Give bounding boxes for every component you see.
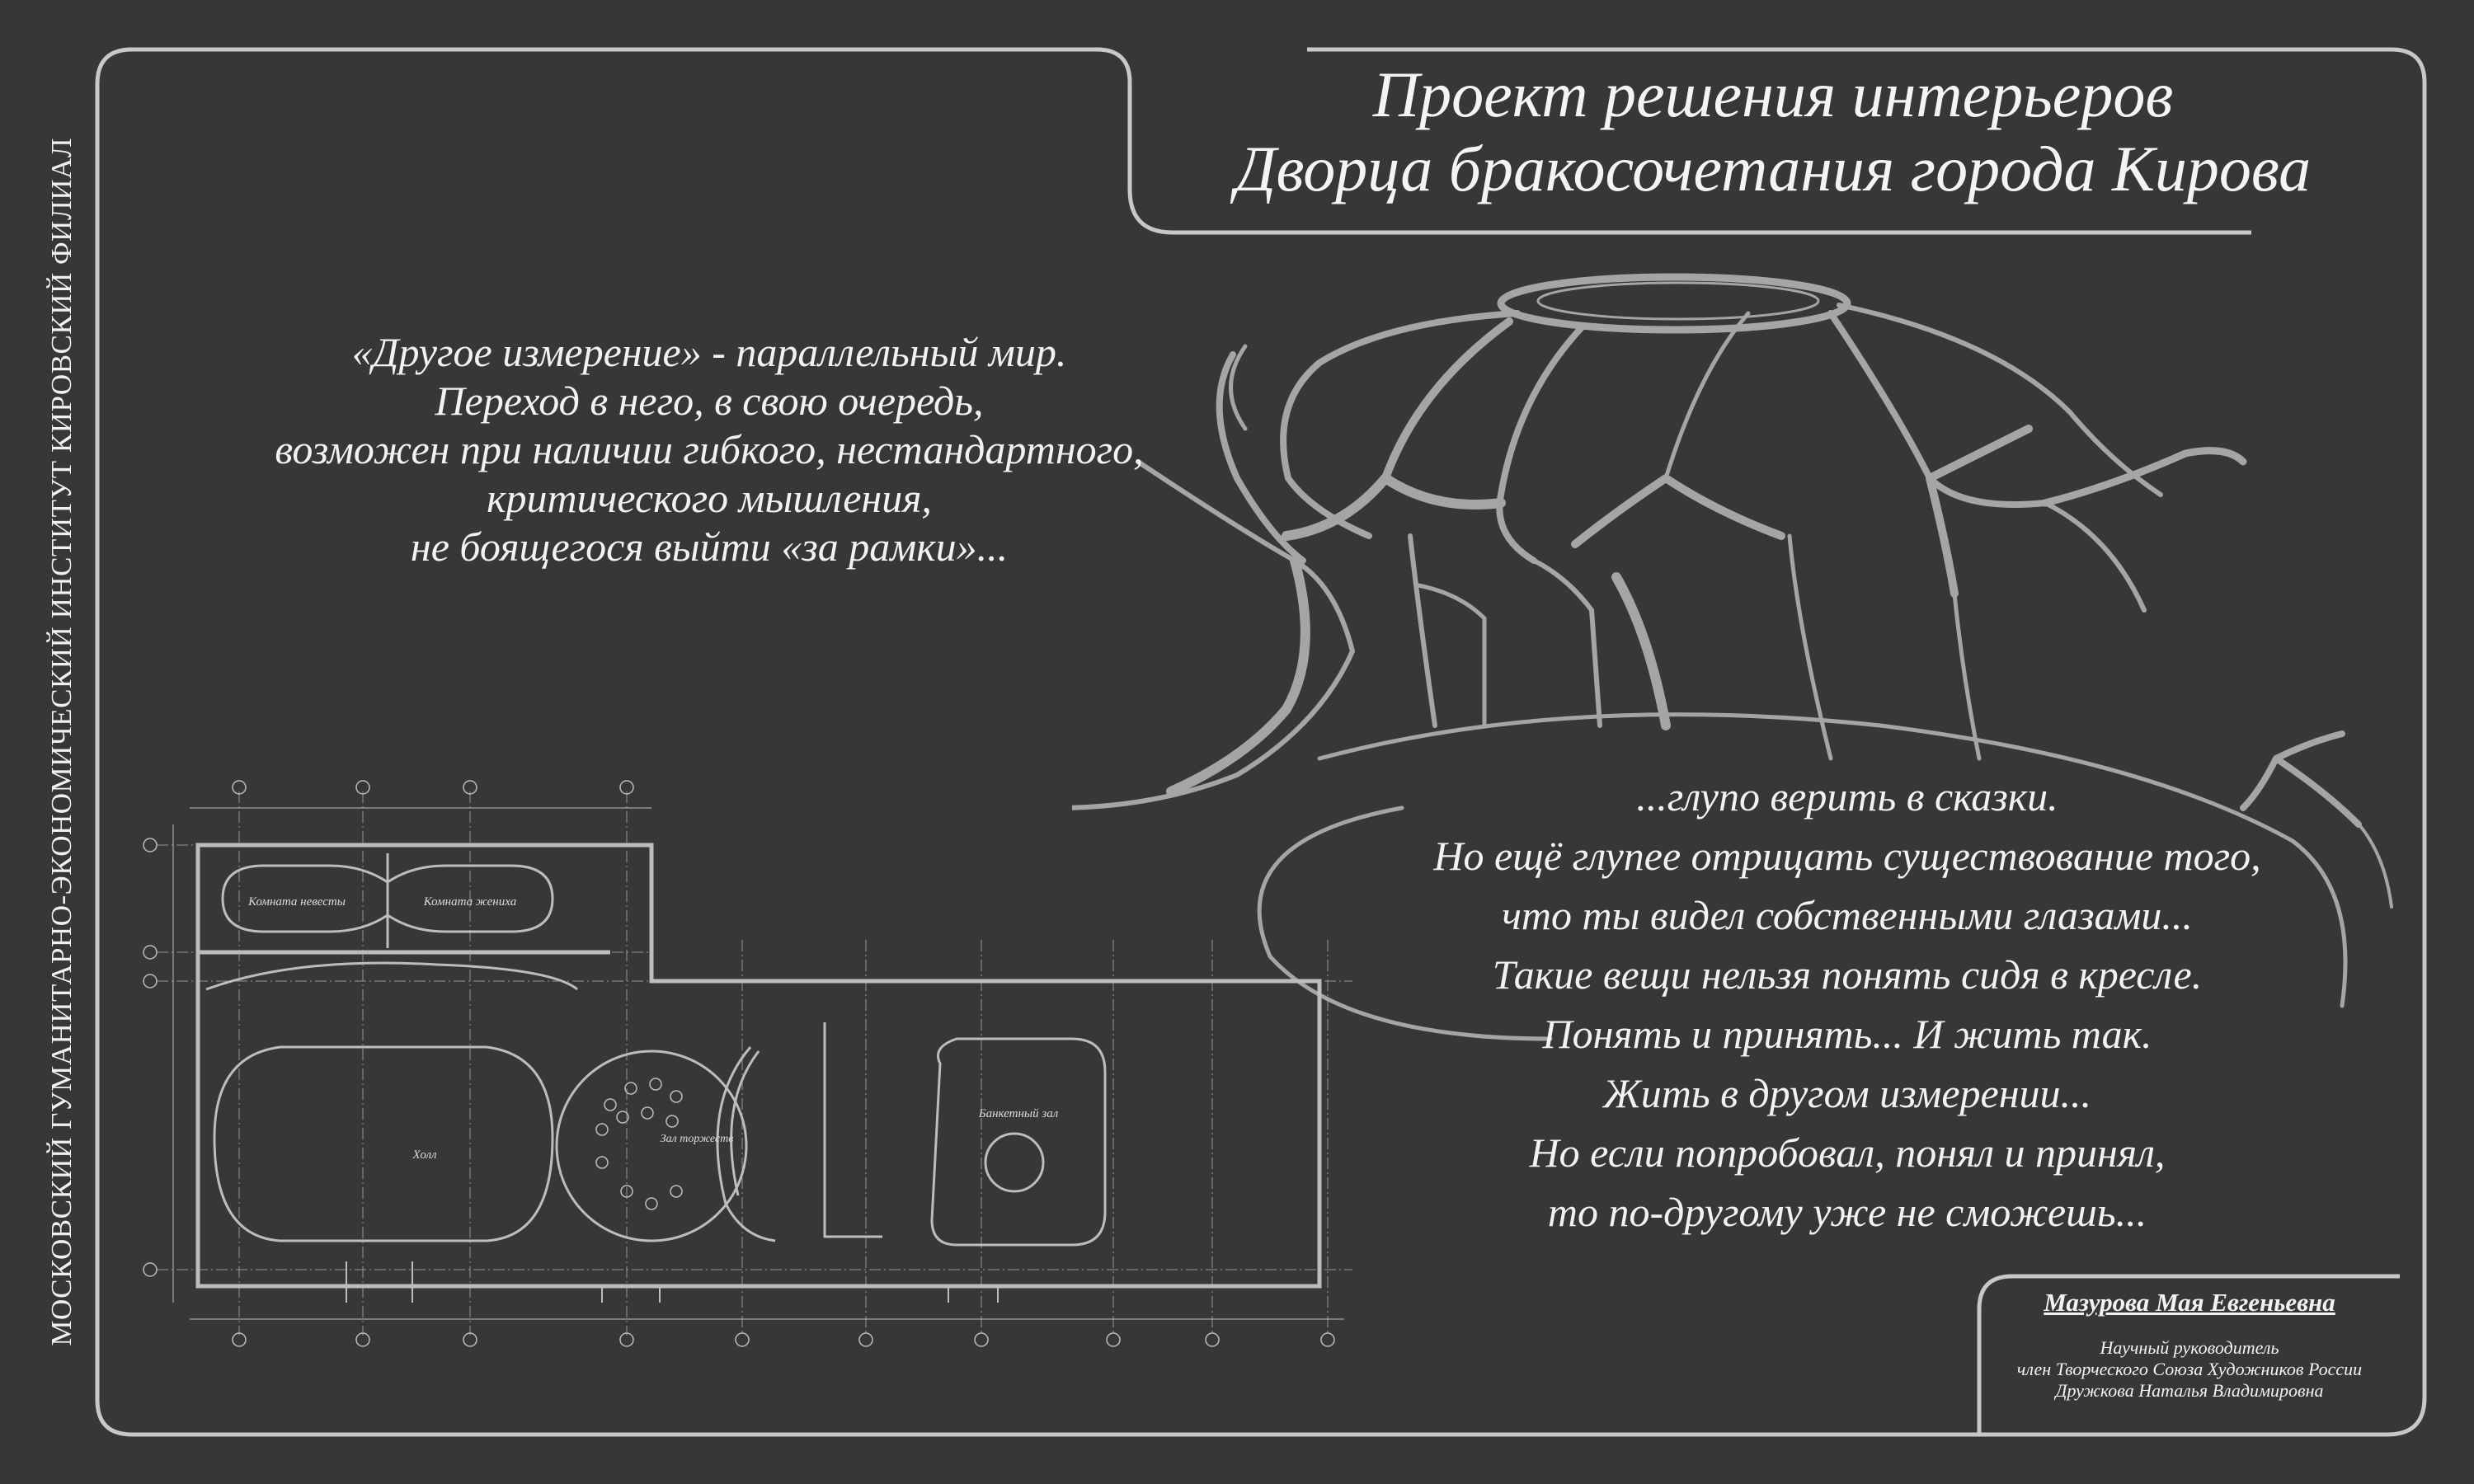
room-label-groom: Комната жениха: [423, 895, 517, 909]
quote-main-line: Жить в другом измерении...: [1602, 1070, 2092, 1116]
supervisor-name: Дружкова Наталья Владимировна: [2055, 1380, 2324, 1401]
author-name: Мазурова Мая Евгеньевна: [2044, 1288, 2335, 1317]
room-label-bride: Комната невесты: [248, 895, 346, 909]
quote-intro-line: критического мышления,: [487, 475, 932, 521]
page-title: [1138, 58, 2408, 206]
quote-main-line: то по-другому уже не сможешь...: [1547, 1189, 2147, 1235]
institute-vertical-text: [25, 107, 99, 1377]
quote-main-line: Понять и принять... И жить так.: [1542, 1011, 2152, 1057]
author-info: [1971, 1337, 2408, 1402]
quote-main-line: Но ещё глупее отрицать существование того,: [1433, 833, 2261, 879]
title-line-1: Проект решения интерьеров: [1372, 59, 2174, 130]
quote-main-line: что ты видел собственными глазами...: [1502, 892, 2193, 938]
quote-main-line: Но если попробовал, понял и принял,: [1529, 1129, 2166, 1176]
quote-intro-line: не боящегося выйти «за рамки»...: [410, 524, 1009, 570]
title-line-2: Дворца бракосочетания города Кирова: [1235, 133, 2312, 204]
room-label-banquet: Банкетный зал: [978, 1107, 1059, 1120]
room-label-hall: Холл: [412, 1148, 437, 1162]
quote-intro-line: «Другое измерение» - параллельный мир.: [351, 329, 1067, 375]
quote-main: [1311, 767, 2383, 1242]
quote-intro-line: Переход в него, в свою очередь,: [435, 378, 984, 424]
institute-name: МОСКОВСКИЙ ГУМАНИТАРНО-ЭКОНОМИЧЕСКИЙ ИНСТИТУТ КИРОВСКИЙ ФИЛИАЛ: [45, 138, 78, 1346]
supervisor-role: Научный руководитель: [2100, 1337, 2279, 1358]
quote-intro: [115, 328, 1303, 571]
room-label-ceremony: Зал торжеств: [660, 1133, 734, 1145]
quote-main-line: ...глупо верить в сказки.: [1636, 773, 2058, 819]
supervisor-position: член Творческого Союза Художников России: [2016, 1359, 2363, 1379]
quote-intro-line: возможен при наличии гибкого, нестандартного,: [275, 426, 1144, 472]
floor-plan: [140, 775, 1361, 1352]
quote-main-line: Такие вещи нельзя понять сидя в кресле.: [1492, 951, 2203, 998]
